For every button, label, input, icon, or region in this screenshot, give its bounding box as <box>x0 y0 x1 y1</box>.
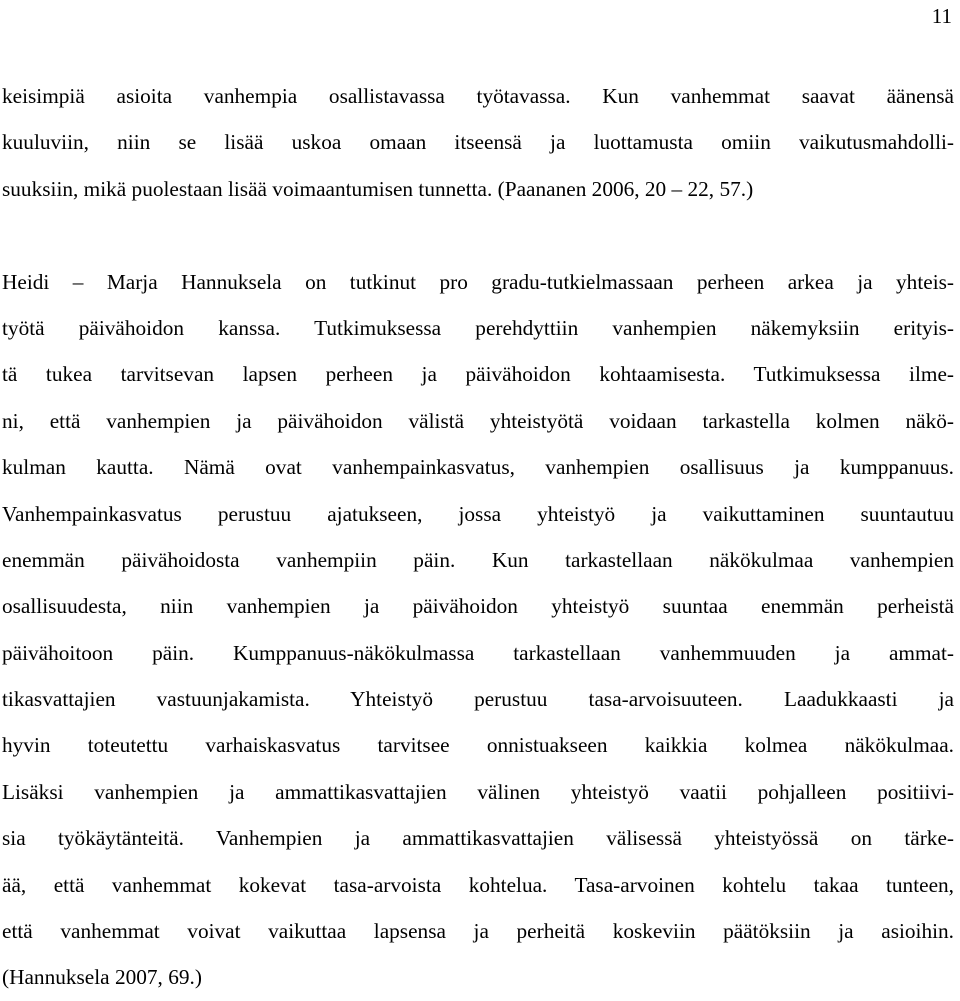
paragraph <box>2 73 954 212</box>
text-line: päivähoitoon päin. Kumppanuus-näkökulmassa tarkastellaan vanhemmuuden ja ammat- <box>2 640 954 665</box>
text-line: Vanhempainkasvatus perustuu ajatukseen, jossa yhteistyö ja vaikuttaminen suuntautuu <box>2 501 954 526</box>
text-line: suuksiin, mikä puolestaan lisää voimaantumisen tunnetta. (Paananen 2006, 20 – 22, 57.) <box>2 176 754 201</box>
page-number: 11 <box>931 4 952 28</box>
text-line: tikasvattajien vastuunjakamista. Yhteistyö perustuu tasa-arvoisuuteen. Laadukkaasti ja <box>2 687 954 712</box>
text-line: keisimpiä asioita vanhempia osallistavassa työtavassa. Kun vanhemmat saavat äänensä <box>2 84 954 108</box>
text-line: sia työkäytänteitä. Vanhempien ja ammattikasvattajien välisessä yhteistyössä on tärke- <box>2 826 954 851</box>
text-line: että vanhemmat voivat vaikuttaa lapsensa ja perheitä koskeviin päätöksiin ja asioihin. <box>2 919 954 944</box>
text-line: ni, että vanhempien ja päivähoidon välistä yhteistyötä voidaan tarkastella kolmen näkö- <box>2 408 954 433</box>
text-line: Lisäksi vanhempien ja ammattikasvattajien välinen yhteistyö vaatii pohjalleen positiivi- <box>2 779 954 804</box>
text-line: työtä päivähoidon kanssa. Tutkimuksessa perehdyttiin vanhempien näkemyksiin erityis- <box>2 315 954 340</box>
text-line: kulman kautta. Nämä ovat vanhempainkasvatus, vanhempien osallisuus ja kumppanuus. <box>2 455 954 480</box>
text-line: tä tukea tarvitsevan lapsen perheen ja päivähoidon kohtaamisesta. Tutkimuksessa ilme- <box>2 362 954 387</box>
document-body <box>2 73 954 1001</box>
paragraph <box>2 259 954 1001</box>
text-line: Heidi – Marja Hannuksela on tutkinut pro gradu-tutkielmassaan perheen arkea ja yhteis- <box>2 269 954 294</box>
paragraph-gap <box>2 212 954 258</box>
text-line: (Hannuksela 2007, 69.) <box>2 965 202 990</box>
text-line: kuuluviin, niin se lisää uskoa omaan itseensä ja luottamusta omiin vaikutusmahdolli- <box>2 130 954 155</box>
text-line: hyvin toteutettu varhaiskasvatus tarvitsee onnistuakseen kaikkia kolmea näkökulmaa. <box>2 733 954 758</box>
text-line: osallisuudesta, niin vanhempien ja päivähoidon yhteistyö suuntaa enemmän perheistä <box>2 594 954 619</box>
text-line: ää, että vanhemmat kokevat tasa-arvoista kohtelua. Tasa-arvoinen kohtelu takaa tunteen, <box>2 872 954 897</box>
text-line: enemmän päivähoidosta vanhempiin päin. Kun tarkastellaan näkökulmaa vanhempien <box>2 547 954 572</box>
